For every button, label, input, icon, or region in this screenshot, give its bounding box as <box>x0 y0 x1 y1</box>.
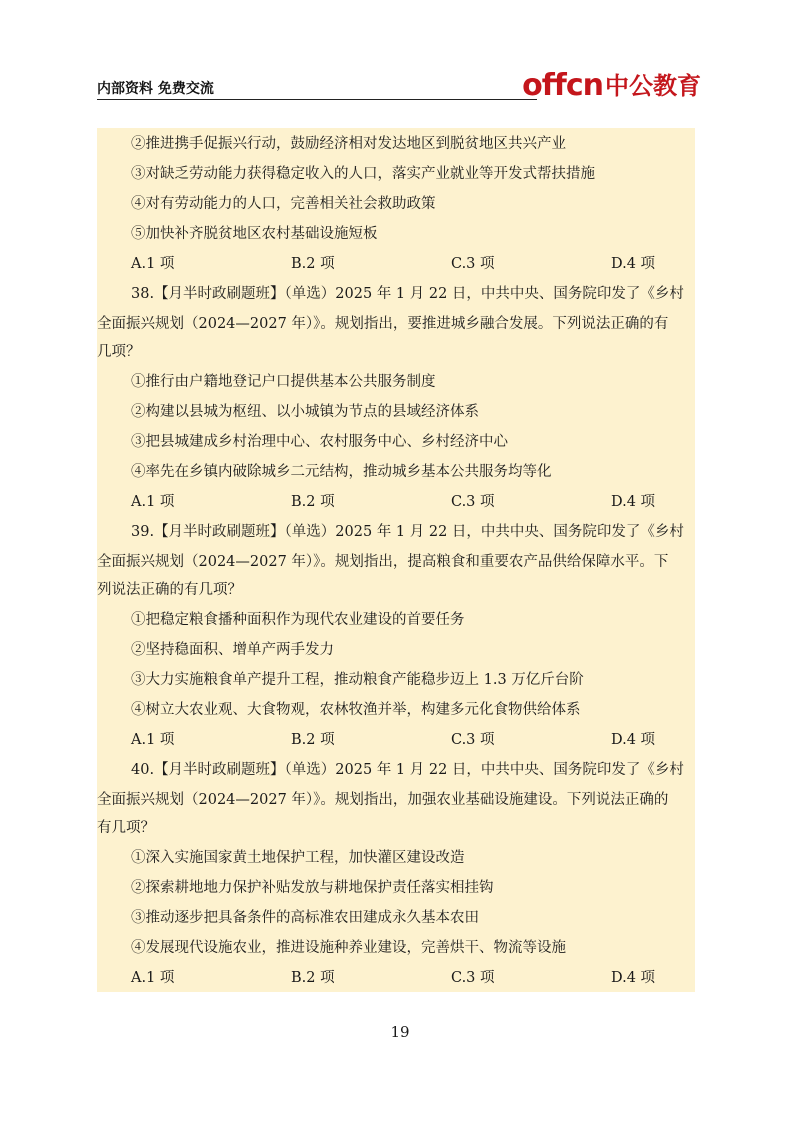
q40-stem-line-1: 40.【月半时政刷题班】（单选）2025 年 1 月 22 日，中共中央、国务院印发了《乡村 <box>131 762 684 778</box>
q40-stem-line-2: 全面振兴规划（2024—2027 年）》。规划指出，加强农业基础设施建设。下列说法正确的 <box>97 792 669 808</box>
page-number: 19 <box>390 1023 410 1041</box>
q39-option-c[interactable]: C.3 项 <box>451 732 495 748</box>
q38-options <box>131 492 691 512</box>
offcn-logo <box>522 68 701 103</box>
q37-options <box>131 254 691 274</box>
q40-options <box>131 968 691 988</box>
question-panel <box>97 128 695 992</box>
q40-item-4: ④发展现代设施农业，推进设施种养业建设，完善烘干、物流等设施 <box>131 940 566 956</box>
q37-item-5: ⑤加快补齐脱贫地区农村基础设施短板 <box>131 226 378 242</box>
q40-item-2: ②探索耕地地力保护补贴发放与耕地保护责任落实相挂钩 <box>131 880 494 896</box>
q37-option-c[interactable]: C.3 项 <box>451 256 495 272</box>
q38-item-1: ①推行由户籍地登记户口提供基本公共服务制度 <box>131 374 436 390</box>
q38-item-2: ②构建以县城为枢纽、以小城镇为节点的县域经济体系 <box>131 404 479 420</box>
q39-stem-line-3: 列说法正确的有几项？ <box>97 582 242 598</box>
q38-stem-line-2: 全面振兴规划（2024—2027 年）》。规划指出，要推进城乡融合发展。下列说法正确的有 <box>97 316 669 332</box>
logo-text: 中公教育 <box>605 72 701 100</box>
q39-item-3: ③大力实施粮食单产提升工程，推动粮食产能稳步迈上 1.3 万亿斤台阶 <box>131 672 584 688</box>
q39-stem-line-1: 39.【月半时政刷题班】（单选）2025 年 1 月 22 日，中共中央、国务院印发了《乡村 <box>131 524 684 540</box>
q38-item-3: ③把县城建成乡村治理中心、农村服务中心、乡村经济中心 <box>131 434 508 450</box>
q39-item-2: ②坚持稳面积、增单产两手发力 <box>131 642 334 658</box>
q38-option-d[interactable]: D.4 项 <box>611 494 656 510</box>
q39-option-d[interactable]: D.4 项 <box>611 732 656 748</box>
q38-stem-line-1: 38.【月半时政刷题班】（单选）2025 年 1 月 22 日，中共中央、国务院印发了《乡村 <box>131 286 684 302</box>
page-header <box>97 62 703 103</box>
header-rule <box>97 99 537 100</box>
q38-option-a[interactable]: A.1 项 <box>131 494 175 510</box>
q37-option-d[interactable]: D.4 项 <box>611 256 656 272</box>
header-label: 内部资料 免费交流 <box>97 81 214 97</box>
q40-item-3: ③推动逐步把具备条件的高标准农田建成永久基本农田 <box>131 910 479 926</box>
q39-option-a[interactable]: A.1 项 <box>131 732 175 748</box>
q39-item-4: ④树立大农业观、大食物观，农林牧渔并举，构建多元化食物供给体系 <box>131 702 581 718</box>
q37-item-3: ③对缺乏劳动能力获得稳定收入的人口，落实产业就业等开发式帮扶措施 <box>131 166 595 182</box>
q37-item-4: ④对有劳动能力的人口，完善相关社会救助政策 <box>131 196 436 212</box>
q40-option-c[interactable]: C.3 项 <box>451 970 495 986</box>
q40-option-a[interactable]: A.1 项 <box>131 970 175 986</box>
q37-option-a[interactable]: A.1 项 <box>131 256 175 272</box>
q37-item-2: ②推进携手促振兴行动，鼓励经济相对发达地区到脱贫地区共兴产业 <box>131 136 566 152</box>
q39-item-1: ①把稳定粮食播种面积作为现代农业建设的首要任务 <box>131 612 465 628</box>
logo-mark: offcn <box>522 68 603 103</box>
q38-stem-line-3: 几项？ <box>97 344 141 360</box>
q39-option-b[interactable]: B.2 项 <box>291 732 335 748</box>
q40-stem-line-3: 有几项？ <box>97 820 155 836</box>
q37-option-b[interactable]: B.2 项 <box>291 256 335 272</box>
q40-option-b[interactable]: B.2 项 <box>291 970 335 986</box>
q40-option-d[interactable]: D.4 项 <box>611 970 656 986</box>
q38-option-c[interactable]: C.3 项 <box>451 494 495 510</box>
q40-item-1: ①深入实施国家黄土地保护工程，加快灌区建设改造 <box>131 850 465 866</box>
q39-stem-line-2: 全面振兴规划（2024—2027 年）》。规划指出，提高粮食和重要农产品供给保障水平。下 <box>97 554 669 570</box>
q39-options <box>131 730 691 750</box>
q38-item-4: ④率先在乡镇内破除城乡二元结构，推动城乡基本公共服务均等化 <box>131 464 552 480</box>
q38-option-b[interactable]: B.2 项 <box>291 494 335 510</box>
